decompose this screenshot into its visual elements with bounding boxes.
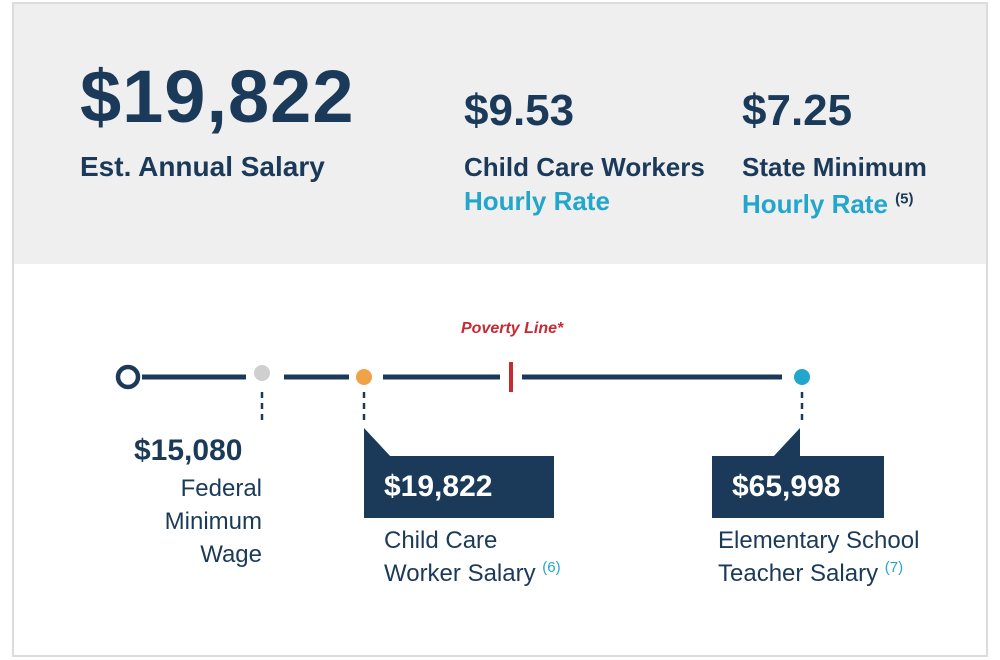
teacher-dot [794, 369, 810, 385]
teacher-desc-line: Elementary School [718, 527, 920, 554]
child-care-hourly-sublabel: Hourly Rate [464, 186, 610, 216]
annual-salary-value: $19,822 [80, 55, 355, 138]
child-care-footnote: (6) [542, 559, 561, 576]
child-care-dot [356, 369, 372, 385]
child-care-desc-line [384, 557, 561, 590]
timeline-start-marker [118, 367, 138, 387]
infographic-frame [12, 2, 988, 657]
state-minimum-hourly-value: $7.25 [742, 86, 853, 135]
child-care-salary-callout: $19,822 [364, 456, 554, 518]
federal-minimum-amount: $15,080 [134, 434, 243, 467]
teacher-salary-description [718, 524, 919, 590]
teacher-salary-callout: $65,998 [712, 456, 884, 518]
teacher-callout-tail [772, 428, 800, 458]
poverty-line-label: Poverty Line* [461, 320, 564, 337]
state-minimum-sublabel-text: Hourly Rate [742, 189, 888, 219]
child-care-desc-line: Child Care [384, 527, 498, 554]
child-care-hourly-label: Child Care Workers [464, 152, 705, 182]
state-minimum-hourly-label: State Minimum [742, 152, 927, 182]
child-care-desc-text: Worker Salary [384, 560, 536, 587]
federal-minimum-desc-line: Federal [180, 475, 262, 502]
federal-minimum-description [110, 472, 262, 571]
state-minimum-footnote: (5) [895, 190, 914, 208]
child-care-salary-description [384, 524, 561, 590]
federal-minimum-desc-line: Wage [200, 541, 262, 568]
teacher-desc-line [718, 557, 919, 590]
child-care-hourly-value: $9.53 [464, 86, 575, 135]
annual-salary-label: Est. Annual Salary [80, 151, 325, 182]
child-care-callout-tail [364, 428, 392, 458]
teacher-footnote: (7) [884, 559, 904, 576]
teacher-desc-text: Teacher Salary [718, 560, 879, 587]
federal-minimum-dot [254, 365, 270, 381]
federal-minimum-desc-line: Minimum [164, 508, 262, 535]
